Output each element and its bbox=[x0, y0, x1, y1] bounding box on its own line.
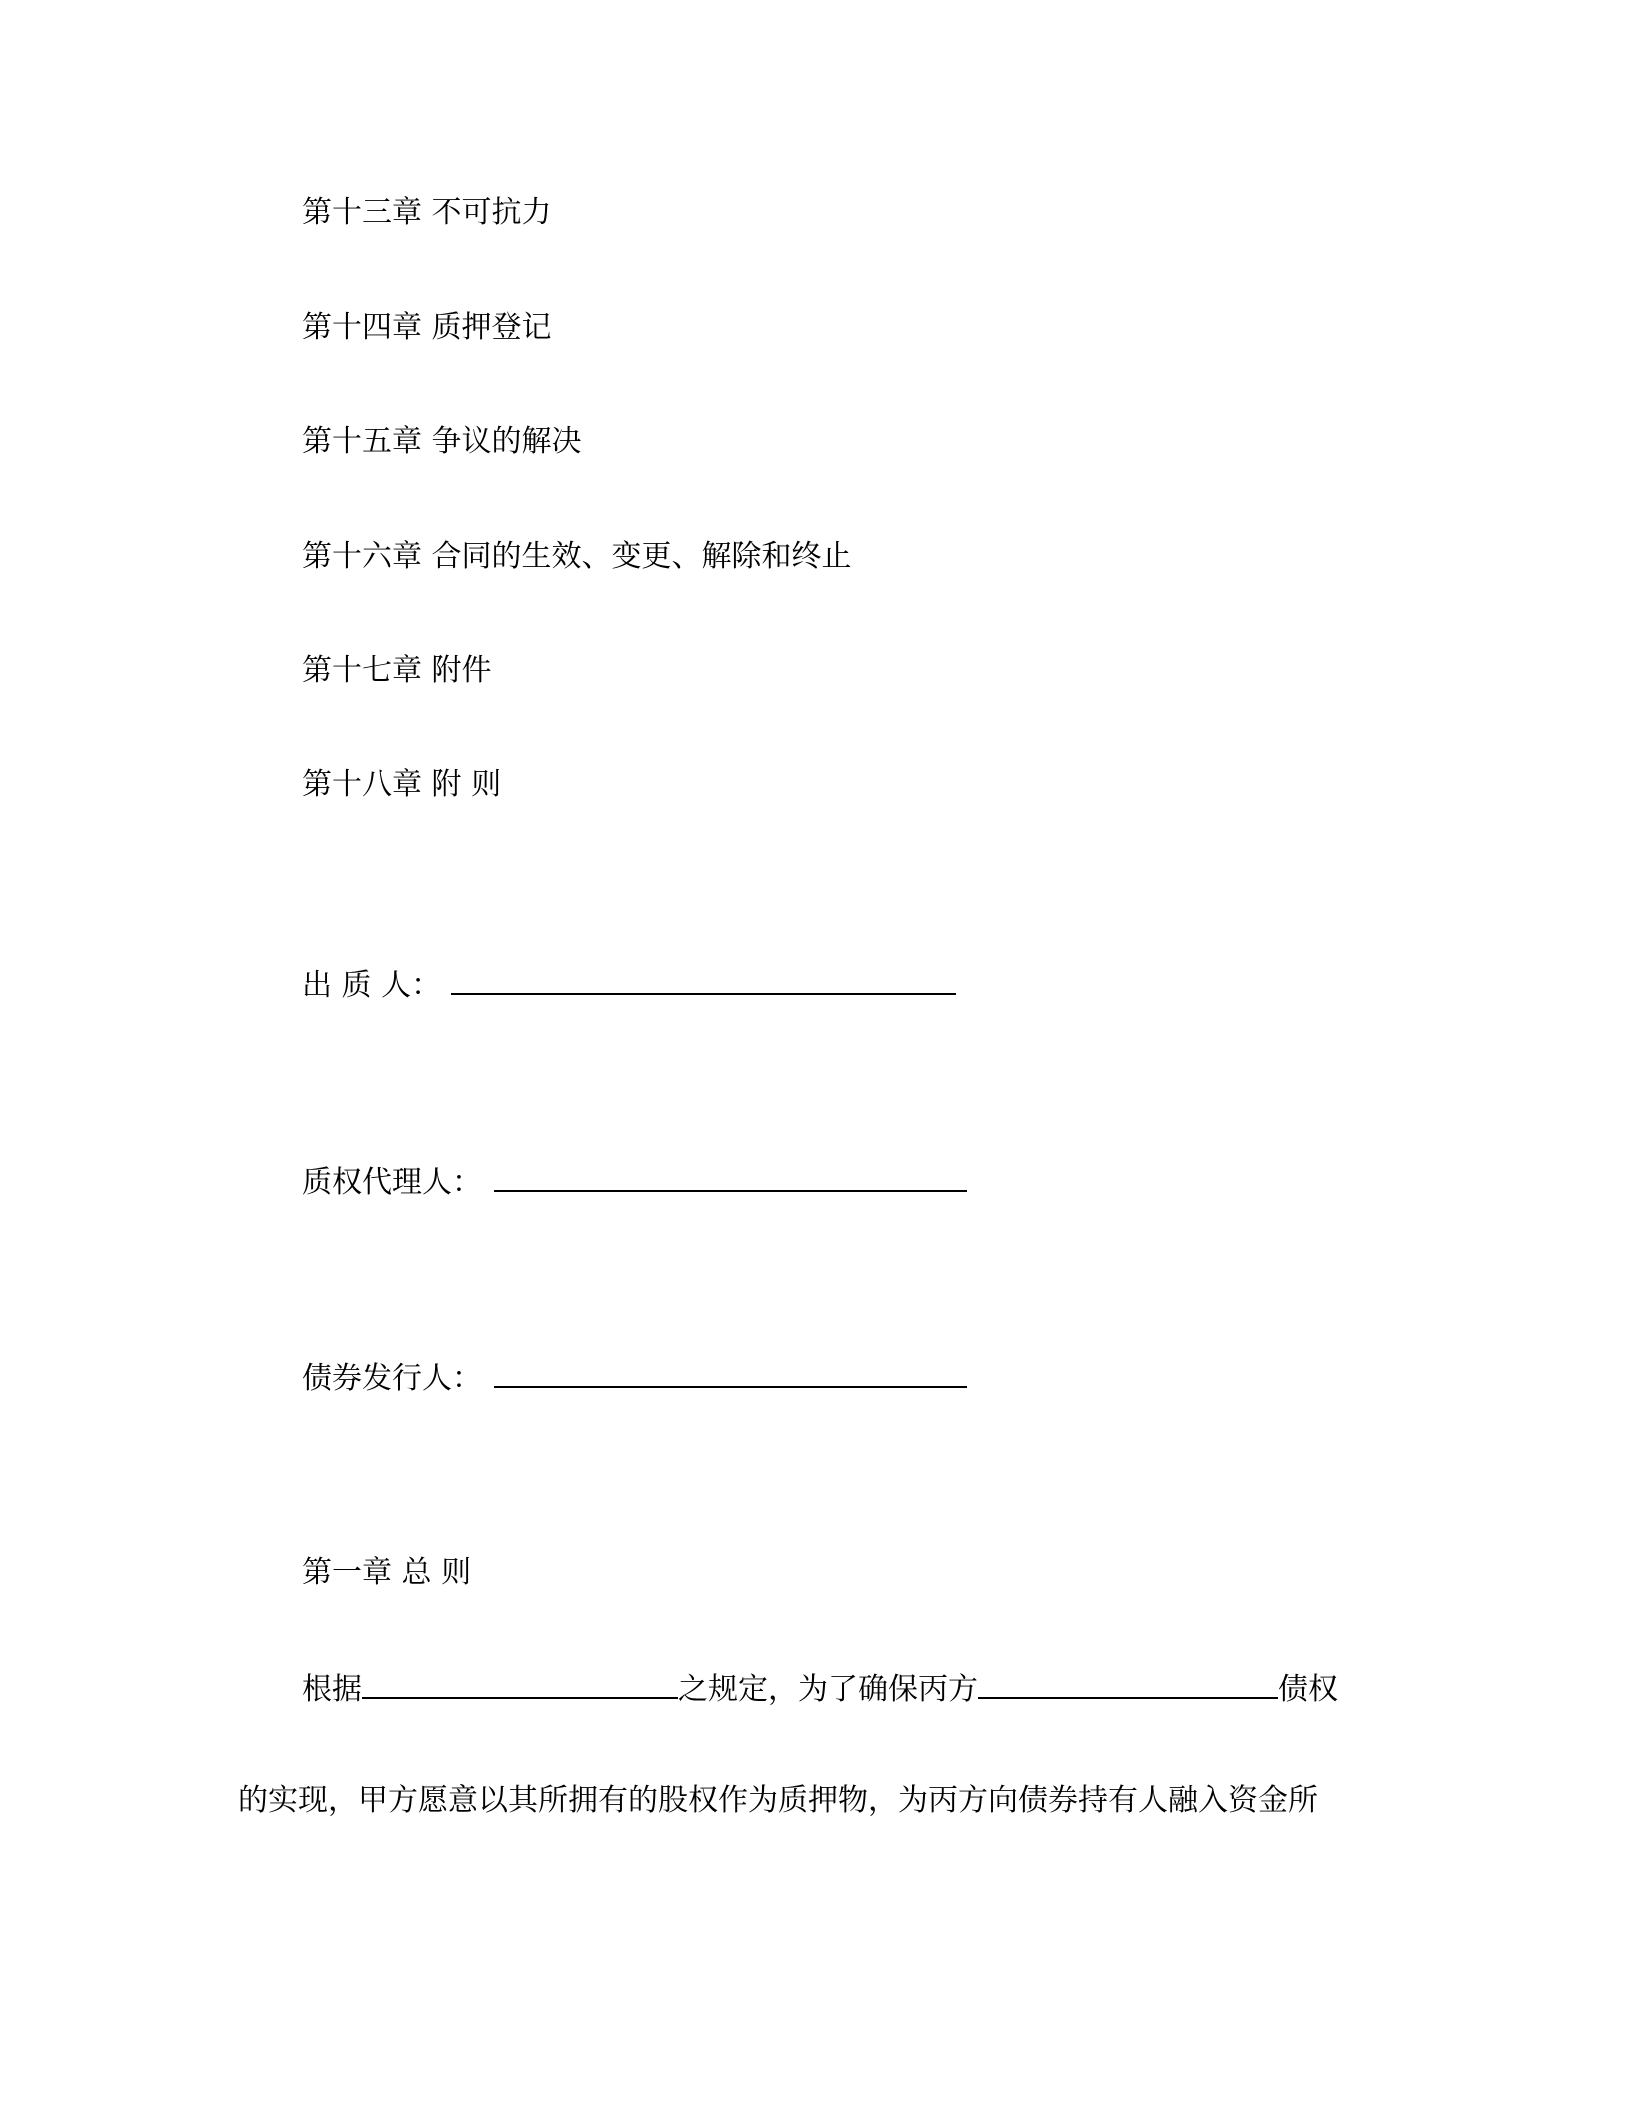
para-text-basis: 根据 bbox=[302, 1672, 362, 1707]
chapter-1-heading: 第一章 总 则 bbox=[302, 1555, 472, 1590]
pledge-agent-label: 质权代理人： bbox=[302, 1165, 482, 1200]
toc-item-13: 第十三章 不可抗力 bbox=[302, 195, 552, 230]
toc-item-18: 第十八章 附 则 bbox=[302, 767, 502, 802]
toc-item-15: 第十五章 争议的解决 bbox=[302, 424, 582, 459]
pledge-agent-blank[interactable] bbox=[494, 1160, 967, 1192]
para-text-claim: 债权 bbox=[1278, 1672, 1338, 1707]
law-name-blank[interactable] bbox=[362, 1667, 678, 1699]
chapter-1-paragraph-line-1 bbox=[302, 1667, 1338, 1710]
pledgor-row bbox=[302, 963, 956, 1006]
bond-issuer-blank[interactable] bbox=[494, 1356, 967, 1388]
claim-blank[interactable] bbox=[978, 1667, 1278, 1699]
pledgor-blank[interactable] bbox=[451, 963, 956, 995]
bond-issuer-label: 债券发行人： bbox=[302, 1361, 482, 1396]
toc-item-17: 第十七章 附件 bbox=[302, 653, 492, 688]
toc-item-14: 第十四章 质押登记 bbox=[302, 310, 552, 345]
para-text-provision: 之规定，为了确保丙方 bbox=[678, 1672, 978, 1707]
pledgor-label: 出 质 人： bbox=[302, 968, 442, 1003]
pledge-agent-row bbox=[302, 1160, 967, 1203]
toc-item-16: 第十六章 合同的生效、变更、解除和终止 bbox=[302, 539, 852, 574]
chapter-1-paragraph-line-2: 的实现，甲方愿意以其所拥有的股权作为质押物，为丙方向债券持有人融入资金所 bbox=[238, 1783, 1318, 1818]
bond-issuer-row bbox=[302, 1356, 967, 1399]
